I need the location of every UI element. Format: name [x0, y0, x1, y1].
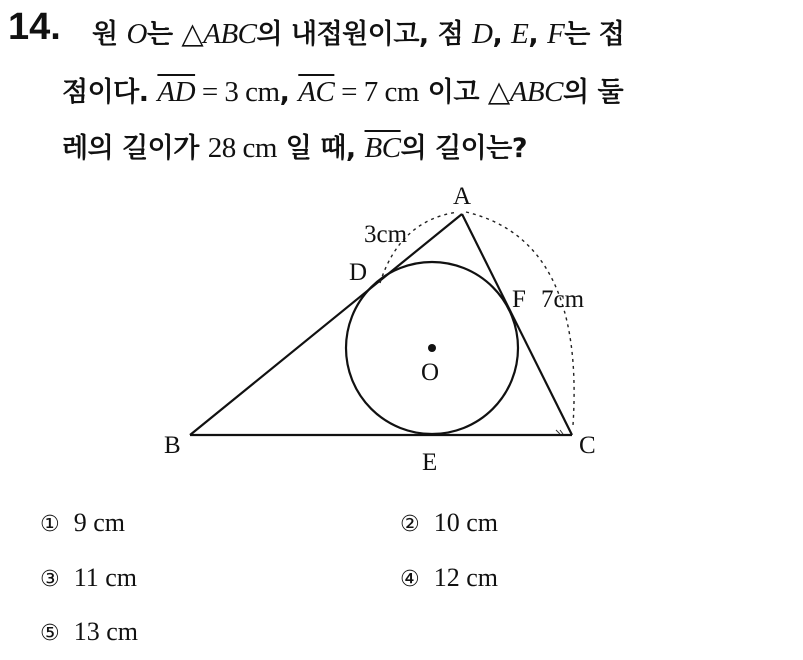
- question-line1-segment: 는: [146, 19, 182, 50]
- choice-4[interactable]: [400, 563, 498, 593]
- question-line3-segment: 28 cm: [207, 132, 277, 164]
- question-line2-segment: $\overline{AD}$: [157, 76, 196, 108]
- center-point-o: [428, 344, 436, 352]
- choice-2-marker: ②: [400, 512, 420, 537]
- choice-4-marker: ④: [400, 567, 420, 592]
- tick-mark-c: [556, 430, 563, 434]
- label-ad-length: 3cm: [364, 221, 408, 248]
- question-line2-segment: 이고: [418, 77, 488, 108]
- choice-5[interactable]: [40, 617, 138, 647]
- choice-1[interactable]: [40, 508, 125, 538]
- question-line2-segment: 점이다.: [62, 77, 158, 108]
- side-ac: [462, 214, 572, 435]
- question-line1-segment: F: [547, 18, 565, 50]
- question-line1-segment: ABC: [203, 18, 257, 50]
- question-line1-segment: 원: [92, 19, 127, 50]
- choice-3[interactable]: [40, 563, 137, 593]
- side-ab: [190, 214, 462, 435]
- question-line1-segment: D: [472, 18, 493, 50]
- choice-3-text: 11 cm: [73, 563, 138, 592]
- choice-5-text: 13 cm: [73, 617, 138, 646]
- label-f: F: [512, 286, 526, 313]
- question-line3-segment: 레의 길이가: [62, 133, 208, 164]
- label-a: A: [453, 183, 472, 210]
- choice-4-text: 12 cm: [433, 563, 498, 592]
- question-line1-segment: E: [511, 18, 529, 50]
- choice-1-marker: ①: [40, 512, 60, 537]
- label-c: C: [579, 432, 596, 459]
- question-line2-segment: ,: [279, 77, 299, 108]
- question-line1-segment: 의 내접원이고, 점: [256, 19, 473, 50]
- choice-2[interactable]: [400, 508, 498, 538]
- choice-1-text: 9 cm: [73, 508, 125, 537]
- choice-3-marker: ③: [40, 567, 60, 592]
- question-line1-segment: 는 접: [564, 19, 625, 50]
- question-line2-segment: △: [487, 76, 510, 108]
- question-line2-segment: = 3 cm: [195, 76, 280, 108]
- label-o: O: [421, 359, 440, 386]
- label-d: D: [349, 259, 368, 286]
- label-b: B: [164, 432, 181, 459]
- question-line2-segment: = 7 cm: [334, 76, 419, 108]
- label-ac-length: 7cm: [541, 286, 585, 313]
- arc-ac-indicator: [466, 212, 574, 425]
- question-line2-segment: $\overline{AC}$: [298, 76, 335, 108]
- question-number: 14.: [8, 6, 61, 48]
- label-e: E: [422, 449, 438, 476]
- question-line2-segment: ABC: [509, 76, 563, 108]
- question-line1-segment: ,: [492, 19, 512, 50]
- question-line3-segment: 의 길이는?: [400, 133, 527, 164]
- question-line1-segment: △: [181, 18, 204, 50]
- choice-2-text: 10 cm: [433, 508, 498, 537]
- question-line1-segment: ,: [528, 19, 548, 50]
- question-line2-segment: 의 둘: [562, 77, 624, 108]
- question-line3-segment: 일 때,: [276, 133, 365, 164]
- question-line3-segment: $\overline{BC}$: [364, 132, 401, 164]
- question-line1-segment: O: [126, 18, 147, 50]
- choice-5-marker: ⑤: [40, 621, 60, 646]
